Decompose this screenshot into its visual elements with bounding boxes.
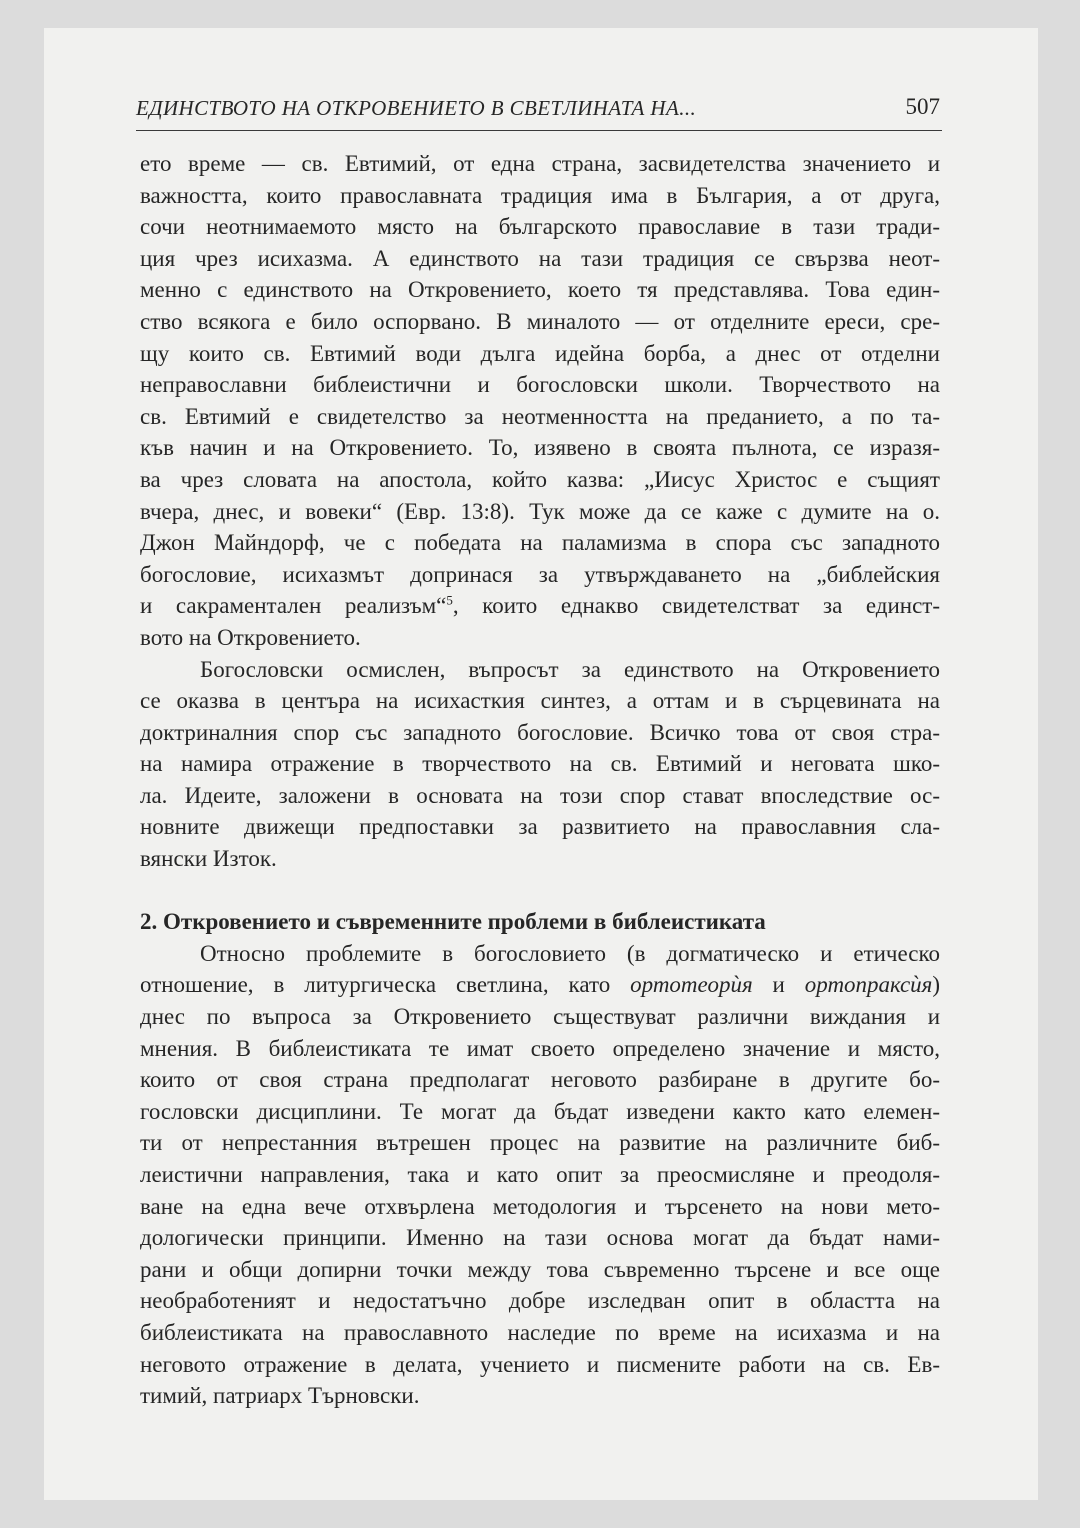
text-line: необработеният и недостатъчно добре изследван опит в областта на bbox=[140, 1288, 940, 1314]
text-line: св. Евтимий е свидетелство за неотменността на преданието, а по та- bbox=[140, 403, 940, 429]
section-heading: 2. Откровението и съвременните проблеми в библеистиката bbox=[140, 909, 766, 935]
running-header bbox=[136, 96, 942, 131]
paragraph-2 bbox=[140, 654, 940, 875]
text-line: неговото отражение в делата, учението и писмените работи на св. Ев- bbox=[140, 1351, 940, 1377]
text-line: ти от непрестанния вътрешен процес на развитие на различните биб- bbox=[140, 1130, 940, 1156]
text-line: доктриналния спор със западното богословие. Всичко това от своя стра- bbox=[140, 719, 940, 745]
text-line: вянски Изток. bbox=[140, 846, 277, 872]
text-line: леистични направления, така и като опит за преосмисляне и преодоля- bbox=[140, 1162, 940, 1187]
text-line: днес по въпроса за Откровението съществуват различни виждания и bbox=[140, 1004, 940, 1030]
text-line: на намира отражение в творчеството на св. Евтимий и неговата шко- bbox=[140, 751, 940, 777]
text-fragment: ) bbox=[932, 972, 941, 998]
text-line: Богословски осмислен, въпросът за единството на Откровението bbox=[200, 656, 940, 682]
text-fragment: отношение, в литургическа светлина, като bbox=[140, 972, 631, 998]
text-line: дологически принципи. Именно на тази основа могат да бъдат нами- bbox=[140, 1225, 940, 1251]
text-line: се оказва в центъра на исихасткия синтез, а оттам и в сърцевината на bbox=[140, 688, 940, 714]
footnote-marker[interactable]: 5 bbox=[446, 592, 453, 608]
text-fragment: , които еднакво свидетелстват за единст- bbox=[452, 593, 941, 619]
body-text bbox=[140, 148, 940, 1412]
text-line: ето време — св. Евтимий, от една страна, засвидетелства значението и bbox=[140, 151, 940, 176]
text-line: гословски дисциплини. Те могат да бъдат изведени както като елемен- bbox=[140, 1098, 940, 1124]
text-line: ство всякога е било оспорвано. В миналото — от отделните ереси, сре- bbox=[140, 308, 940, 334]
text-fragment: и bbox=[752, 972, 805, 998]
text-line: сочи неотнимаемото място на българското православие в тази тради- bbox=[140, 214, 940, 240]
text-fragment: и сакраментален реализъм“ bbox=[140, 593, 447, 619]
text-line: менно с единството на Откровението, което тя представлява. Това един- bbox=[140, 277, 940, 303]
text-line: които от своя страна предполагат неговото разбиране в другите бо- bbox=[140, 1067, 940, 1093]
text-line: къв начин и на Откровението. То, изявено в своята пълнота, се изразя- bbox=[140, 435, 940, 461]
text-line bbox=[140, 590, 940, 622]
text-line: тимий, патриарх Търновски. bbox=[140, 1383, 420, 1409]
text-line: вчера, днес, и вовеки“ (Евр. 13:8). Тук може да се каже с думите на о. bbox=[140, 498, 940, 524]
text-line: Относно проблемите в богословието (в догматическо и етическо bbox=[200, 940, 940, 966]
term-orthopraxia: ортопраксѝя bbox=[804, 972, 933, 998]
text-line: библеистиката на православното наследие по време на исихазма и на bbox=[140, 1319, 940, 1345]
text-line: богословие, исихазмът допринася за утвърждаването на „библейския bbox=[140, 561, 940, 587]
text-line: вото на Откровението. bbox=[140, 624, 361, 650]
text-line: ла. Идеите, заложени в основата на този спор стават впоследствие ос- bbox=[140, 782, 940, 808]
section-spacer bbox=[140, 875, 940, 907]
text-line: Джон Майндорф, че с победата на паламизма в спора със западното bbox=[140, 530, 940, 556]
text-line bbox=[140, 969, 940, 1001]
term-orthotheoria: ортотеорѝя bbox=[630, 972, 753, 998]
text-line: неправославни библеистични и богословски школи. Творчеството на bbox=[140, 372, 940, 398]
paragraph-1 bbox=[140, 148, 940, 654]
text-line: новните движещи предпоставки за развитието на православния сла- bbox=[140, 814, 940, 840]
running-header-title: ЕДИНСТВОТО НА ОТКРОВЕНИЕТО В СВЕТЛИНАТА НА... bbox=[136, 96, 697, 120]
text-line: щу които св. Евтимий води дълга идейна борба, а днес от отделни bbox=[140, 340, 940, 366]
text-line: важността, които православната традиция има в България, а от друга, bbox=[140, 182, 940, 208]
text-line: мнения. В библеистиката те имат своето определено значение и място, bbox=[140, 1035, 940, 1061]
paragraph-3 bbox=[140, 938, 940, 1412]
text-line: рани и общи допирни точки между това съвременно търсене и все още bbox=[140, 1256, 940, 1282]
text-line: ване на една вече отхвърлена методология и търсенето на нови мето- bbox=[140, 1193, 940, 1219]
text-line: ция чрез исихазма. А единството на тази традиция се свързва неот- bbox=[140, 245, 940, 271]
page-number: 507 bbox=[905, 94, 940, 119]
text-line: ва чрез словата на апостола, който казва: „Иисус Христос е същият bbox=[140, 466, 940, 492]
